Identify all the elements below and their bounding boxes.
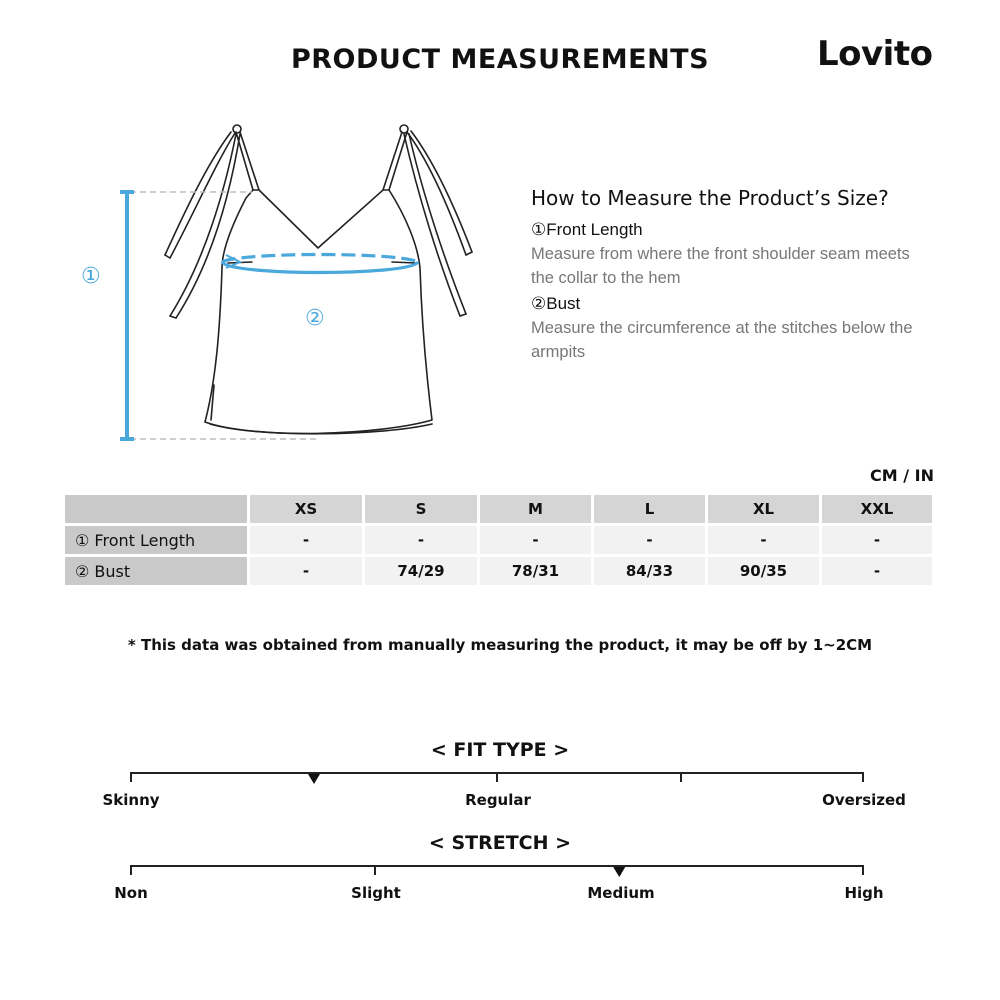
stretch-label-non: Non: [114, 884, 148, 902]
table-cell: -: [822, 526, 932, 554]
table-cell: 78/31: [480, 557, 591, 585]
table-cell: -: [822, 557, 932, 585]
fit-type-scale: [0, 765, 1000, 787]
front-length-marker: ①: [81, 264, 101, 289]
column-header: S: [365, 495, 477, 523]
fit-label-skinny: Skinny: [102, 791, 160, 809]
stretch-label-medium: Medium: [587, 884, 655, 902]
table-cell: -: [250, 526, 362, 554]
bust-title: ②Bust: [531, 294, 581, 313]
triangle-down-icon: [613, 867, 625, 877]
unit-label: CM / IN: [870, 466, 934, 485]
table-corner: [65, 495, 247, 523]
fit-label-regular: Regular: [465, 791, 531, 809]
stretch-label-slight: Slight: [351, 884, 401, 902]
table-row: [65, 526, 932, 554]
row-label: ② Bust: [65, 557, 247, 585]
table-cell: 84/33: [594, 557, 705, 585]
table-cell: 90/35: [708, 557, 819, 585]
size-table: [62, 492, 935, 588]
page-title: PRODUCT MEASUREMENTS: [290, 44, 710, 75]
table-cell: -: [708, 526, 819, 554]
row-label: ① Front Length: [65, 526, 247, 554]
table-cell: 74/29: [365, 557, 477, 585]
stretch-label-high: High: [844, 884, 884, 902]
table-row: [65, 557, 932, 585]
front-length-title: ①Front Length: [531, 220, 643, 239]
front-length-desc: Measure from where the front shoulder seam meets the collar to the hem: [531, 245, 910, 287]
triangle-down-icon: [308, 774, 320, 784]
column-header: XXL: [822, 495, 932, 523]
bust-marker: ②: [305, 306, 325, 331]
bust-desc: Measure the circumference at the stitches below the armpits: [531, 319, 913, 361]
how-to-measure: [531, 186, 931, 364]
table-header-row: [65, 495, 932, 523]
column-header: L: [594, 495, 705, 523]
column-header: XL: [708, 495, 819, 523]
fit-type-title: < FIT TYPE >: [430, 739, 570, 761]
measurement-note: * This data was obtained from manually measuring the product, it may be off by 1~2CM: [127, 636, 873, 654]
table-cell: -: [594, 526, 705, 554]
brand-logo: Lovito: [817, 34, 933, 74]
stretch-title: < STRETCH >: [428, 832, 572, 854]
column-header: XS: [250, 495, 362, 523]
camisole-outline-icon: [0, 110, 500, 455]
fit-label-oversized: Oversized: [822, 791, 906, 809]
table-cell: -: [365, 526, 477, 554]
table-cell: -: [250, 557, 362, 585]
howto-heading: How to Measure the Product’s Size?: [531, 186, 889, 210]
stretch-scale: [0, 858, 1000, 880]
table-cell: -: [480, 526, 591, 554]
column-header: M: [480, 495, 591, 523]
